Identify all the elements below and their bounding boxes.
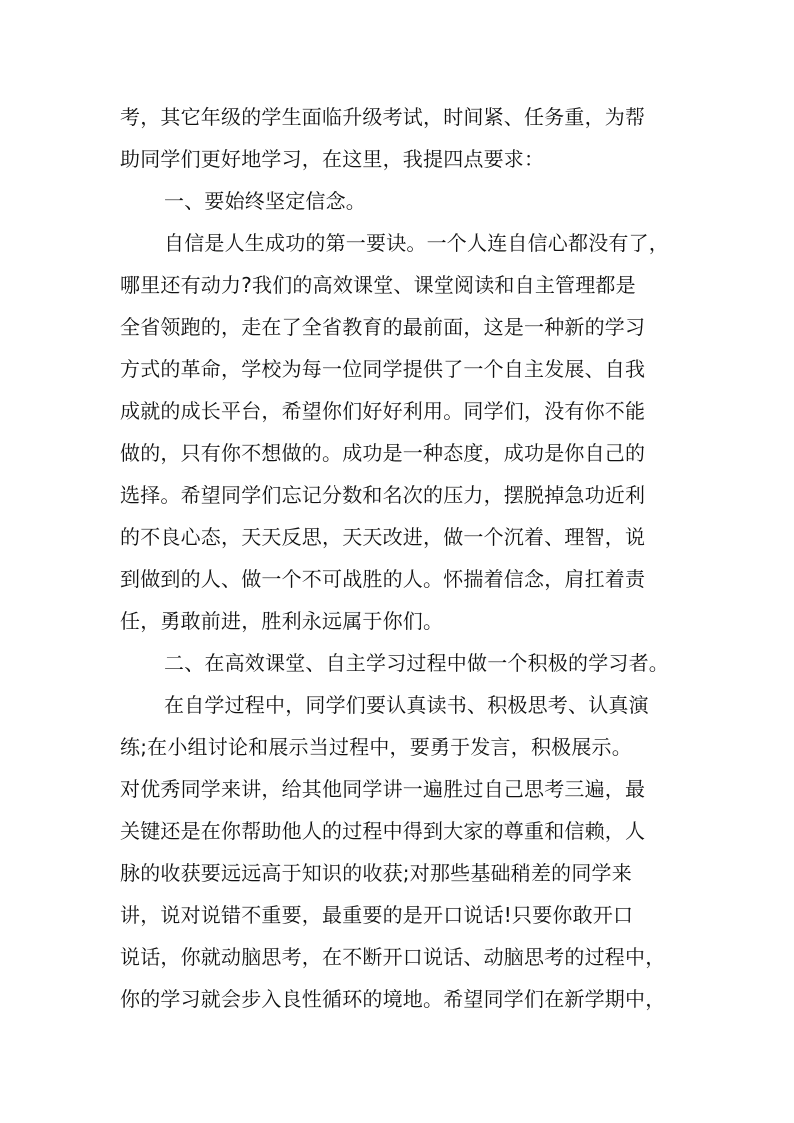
- paragraph-line: 到做到的人、做一个不可战胜的人。怀揣着信念，肩扛着责: [120, 567, 646, 591]
- paragraph-line: 自信是人生成功的第一要诀。一个人连自信心都没有了，: [164, 231, 669, 255]
- paragraph-line: 任，勇敢前进，胜利永远属于你们。: [120, 609, 444, 633]
- paragraph-line: 说话，你就动脑思考，在不断开口说话、动脑思考的过程中，: [120, 945, 666, 969]
- paragraph-line: 脉的收获要远远高于知识的收获;对那些基础稍差的同学来: [120, 861, 632, 885]
- paragraph-line: 练;在小组讨论和展示当过程中，要勇于发言，积极展示。: [120, 735, 632, 759]
- section-heading-2: 二、在高效课堂、自主学习过程中做一个积极的学习者。: [164, 651, 669, 675]
- paragraph-line: 的不良心态，天天反思，天天改进，做一个沉着、理智，说: [120, 525, 646, 549]
- paragraph-line: 考，其它年级的学生面临升级考试，时间紧、任务重，为帮: [120, 105, 646, 129]
- paragraph-line: 做的，只有你不想做的。成功是一种态度，成功是你自己的: [120, 441, 646, 465]
- section-heading-1: 一、要始终坚定信念。: [164, 189, 366, 213]
- paragraph-line: 方式的革命，学校为每一位同学提供了一个自主发展、自我: [120, 357, 646, 381]
- paragraph-line: 你的学习就会步入良性循环的境地。希望同学们在新学期中，: [120, 987, 666, 1011]
- paragraph-line: 讲，说对说错不重要，最重要的是开口说话!只要你敢开口: [120, 903, 634, 927]
- paragraph-line: 关键还是在你帮助他人的过程中得到大家的尊重和信赖，人: [120, 819, 646, 843]
- paragraph-line: 在自学过程中，同学们要认真读书、积极思考、认真演: [164, 693, 649, 717]
- document-body: [120, 96, 680, 1020]
- paragraph-line: 助同学们更好地学习，在这里，我提四点要求：: [120, 147, 545, 171]
- paragraph-line: 哪里还有动力?我们的高效课堂、课堂阅读和自主管理都是: [120, 273, 636, 297]
- paragraph-line: 对优秀同学来讲，给其他同学讲一遍胜过自己思考三遍，最: [120, 777, 646, 801]
- paragraph-line: 全省领跑的，走在了全省教育的最前面，这是一种新的学习: [120, 315, 646, 339]
- paragraph-line: 选择。希望同学们忘记分数和名次的压力，摆脱掉急功近利: [120, 483, 646, 507]
- paragraph-line: 成就的成长平台，希望你们好好利用。同学们，没有你不能: [120, 399, 646, 423]
